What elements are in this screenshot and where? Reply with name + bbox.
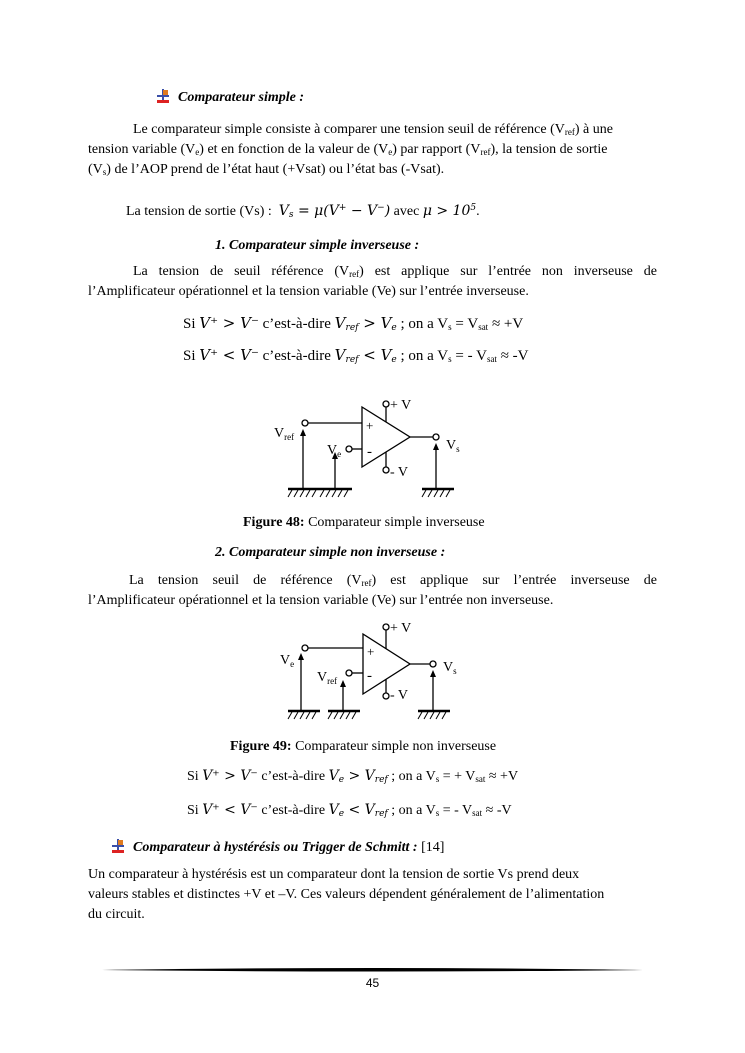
sub2-case-1: Si V⁺ > V⁻ c’est-à-dire $V_e > V_{ref}$ ; on a $V_s$ = + $V_{sat} \approx +V$ (187, 768, 519, 785)
fig48-vs-label: $V_s$ (446, 438, 460, 454)
figure-49-circuit (270, 614, 480, 724)
sub1-paragraph-line-1: La tension de seuil référence $(V_{ref})$ est applique sur l’entrée non inverseuse de (133, 264, 657, 279)
sub2-case-2: Si V⁺ < V⁻ c’est-à-dire $V_e < V_{ref}$ ; on a $V_s$ = - $V_{sat} \approx -V$ (187, 802, 512, 819)
fig48-minus-supply: - V (390, 465, 409, 480)
intro-line-1: Le comparateur simple consiste à comparer une tension seuil de référence $(V_{ref})$ à une (133, 122, 613, 137)
subsection-title-non-inverseuse: 2. Comparateur simple non inverseuse : (215, 545, 446, 560)
fig48-noninv-input: + (366, 418, 374, 433)
intro-line-3: $(V_s)$ de l’AOP prend de l’état haut (+Vsat) ou l’état bas (-Vsat). (88, 162, 445, 177)
figure-48-circuit (260, 392, 480, 502)
figure-49-caption: Figure 49: Comparateur simple non inverseuse (230, 739, 497, 754)
section-title-hysteresis: Comparateur à hystérésis ou Trigger de Schmitt : [14] (133, 840, 445, 855)
section2-line-1: Un comparateur à hystérésis est un comparateur dont la tension de sortie Vs prend deux (88, 867, 580, 882)
fig49-ve-label: $V_e$ (280, 653, 295, 669)
fig49-vs-label: $V_s$ (443, 660, 457, 676)
output-formula: La tension de sortie (Vs) : $V_s = \mu(V^+ - V^-)$ avec $\mu > 10^5$. (126, 203, 480, 220)
intro-line-2: tension variable $(V_e)$ et en fonction de la valeur de $(V_e)$ par rapport $(V_{ref})$, la tension de sortie (88, 142, 608, 157)
sub1-case-1: Si V⁺ > V⁻ c’est-à-dire $V_{ref} > V_e$ ; on a $V_s = V_{sat} \approx +V$ (183, 314, 524, 333)
subsection-title-inverseuse: 1. Comparateur simple inverseuse : (215, 238, 420, 253)
bullet-icon (111, 838, 125, 854)
sub2-paragraph-line-1: La tension seuil de référence $(V_{ref})$ est applique sur l’entrée inverseuse de (129, 573, 657, 588)
figure-48-caption: Figure 48: Comparateur simple inverseuse (243, 515, 485, 530)
page-number: 45 (365, 976, 380, 990)
fig49-inv-input: - (367, 668, 372, 684)
fig49-minus-supply: - V (390, 688, 409, 703)
fig48-plus-supply: + V (390, 398, 412, 413)
sub1-paragraph-line-2: l’Amplificateur opérationnel et la tension variable (Ve) sur l’entrée inverseuse. (88, 284, 529, 299)
section2-line-3: du circuit. (88, 907, 145, 922)
section2-line-2: valeurs stables et distinctes +V et –V. Ces valeurs dépendent généralement de l’alimentation (88, 887, 605, 902)
sub2-paragraph-line-2: l’Amplificateur opérationnel et la tension variable (Ve) sur l’entrée non inverseuse. (88, 593, 554, 608)
fig49-noninv-input: + (367, 644, 375, 659)
section-title-comparateur-simple: Comparateur simple : (178, 90, 305, 105)
bullet-icon (156, 88, 170, 104)
footer-divider (100, 966, 645, 974)
fig48-vref-label: $V_{ref}$ (274, 426, 295, 442)
sub1-case-2: Si V⁺ < V⁻ c’est-à-dire $V_{ref} < V_e$ ; on a $V_s$ = - $V_{sat} \approx -V$ (183, 346, 529, 365)
fig49-plus-supply: + V (390, 621, 412, 636)
fig49-vref-label: $V_{ref}$ (317, 670, 338, 686)
fig48-inv-input: - (367, 444, 372, 460)
fig48-ve-label: $V_e$ (327, 443, 342, 459)
